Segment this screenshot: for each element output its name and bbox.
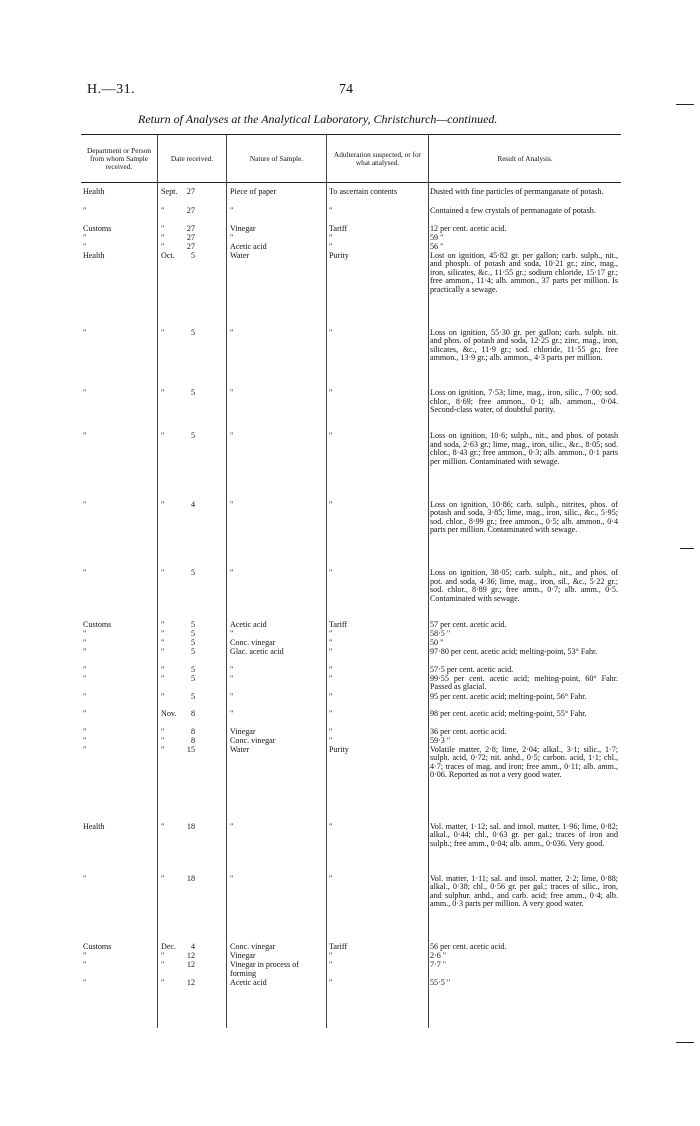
row-day: 8	[190, 727, 195, 736]
row-month: "	[161, 224, 165, 233]
row-month: "	[161, 242, 165, 251]
row-day: 5	[190, 432, 195, 441]
table-row	[81, 648, 621, 666]
row-month: "	[161, 500, 165, 509]
row-month: "	[161, 952, 165, 961]
row-department: Health	[83, 251, 105, 260]
table-row	[81, 630, 621, 639]
margin-mark	[680, 548, 694, 549]
row-month: "	[161, 692, 165, 701]
row-result: Volatile matter, 2·8; lime, 2·04; alkal., 3·1; silic., 1·7; sulph. acid, 0·72; nit. anhd., 0·5; carbon. acid, 1·1; chl., 4·7; traces of mag. and iron; free amm., 0·11; alb. amm., 0·06. Reported as not a very good water.	[430, 745, 618, 780]
row-day: 12	[186, 978, 195, 987]
row-day: 27	[186, 242, 195, 251]
row-nature: Acetic acid	[230, 978, 267, 987]
row-result: Vol. matter, 1·11; sal. and insol. matter, 2·2; lime, 0·88; alkal., 0·38; chl., 0·56 gr. per gal.; traces of silic., iron, and sulphur. anhd., and carb. acid; free amm., 0·4; alb. amm., 0·3 parts per million. A very good water.	[430, 874, 618, 909]
row-day: 5	[190, 389, 195, 398]
row-month: "	[161, 961, 165, 970]
row-adulteration: "	[329, 665, 333, 674]
row-result: 95 per cent. acetic acid; melting-point, 56° Fahr.	[430, 692, 587, 701]
row-nature: Vinegar in process of forming	[230, 961, 299, 978]
column-header-nature: Nature of Sample.	[249, 154, 304, 163]
row-result: 57·5 per cent. acetic acid.	[430, 665, 514, 674]
row-result: Loss on ignition, 10·6; sulph., nit., and phos. of potash and soda, 2·63 gr.; lime, mag., iron, silic., &c., 8·05; sod. chlor., 8·43 gr.; free ammon., 0·3; alb. ammon., 0·1 parts per million. Contaminated with sewage.	[430, 432, 618, 466]
column-header-date: Date received.	[170, 154, 214, 163]
table-row	[81, 961, 621, 979]
row-day: 5	[190, 692, 195, 701]
row-day: 5	[190, 630, 195, 639]
row-department: "	[83, 233, 87, 242]
row-result: 56 "	[430, 242, 444, 251]
row-adulteration: "	[329, 233, 333, 242]
row-adulteration: "	[329, 736, 333, 745]
table-row	[81, 952, 621, 961]
row-result: Loss on ignition, 55·30 gr. per gallon; carb. sulph. nit. and phos. of potash and soda, 12·25 gr.; zinc, mag., iron, silicates, &c., 11·9 gr.; sod. chloride, 11·55 gr.; free ammon., 13·9 gr.; alb. ammon., 4·3 parts per million.	[430, 328, 618, 363]
row-adulteration: "	[329, 961, 333, 970]
row-nature: "	[230, 630, 234, 639]
document-reference: H.—31.	[87, 82, 136, 97]
row-result: 99·55 per cent. acetic acid; melting-point, 60° Fahr. Passed as glacial.	[430, 674, 618, 692]
row-result: 36 per cent. acetic acid.	[430, 727, 507, 736]
row-nature: "	[230, 665, 234, 674]
page-header	[87, 82, 547, 100]
row-nature: "	[230, 432, 234, 441]
row-result: 56 per cent. acetic acid.	[430, 943, 507, 952]
table-row	[81, 943, 621, 952]
row-day: 4	[190, 943, 195, 952]
row-month: Oct.	[161, 251, 175, 260]
row-month: "	[161, 630, 165, 639]
row-month: "	[161, 207, 165, 215]
row-month: "	[161, 665, 165, 674]
row-department: "	[83, 874, 87, 883]
row-nature: Glac. acetic acid	[230, 648, 284, 657]
row-department: "	[83, 389, 87, 398]
table-row	[81, 389, 621, 432]
row-nature: "	[230, 500, 234, 509]
header-bottom-rule	[81, 182, 621, 183]
table-row	[81, 675, 621, 693]
row-day: 8	[190, 736, 195, 745]
row-month: "	[161, 874, 165, 883]
row-month: "	[161, 822, 165, 831]
row-department: "	[83, 639, 87, 648]
row-adulteration: "	[329, 207, 333, 215]
table-row	[81, 329, 621, 389]
row-month: Nov.	[161, 710, 177, 719]
row-adulteration: "	[329, 727, 333, 736]
row-nature: "	[230, 874, 234, 883]
table-row	[81, 621, 621, 630]
row-result: 50 "	[430, 639, 444, 648]
row-adulteration: "	[329, 822, 333, 831]
row-result: 97·80 per cent. acetic acid; melting-point, 53° Fahr.	[430, 648, 598, 657]
table-row	[81, 639, 621, 648]
row-department: "	[83, 710, 87, 719]
row-day: 5	[190, 665, 195, 674]
row-result: 59·3 "	[430, 736, 451, 745]
table-row	[81, 875, 621, 944]
row-department: "	[83, 692, 87, 701]
table-row	[81, 243, 621, 252]
table-top-rule	[81, 134, 621, 135]
row-result: Dusted with fine particles of permanganate of potash.	[430, 188, 604, 196]
table-row	[81, 501, 621, 570]
row-adulteration: Purity	[329, 745, 349, 754]
row-month: "	[161, 620, 165, 629]
row-adulteration: "	[329, 710, 333, 719]
column-header-department: Department or Person from whom Sample received.	[86, 146, 152, 171]
row-adulteration: "	[329, 242, 333, 251]
row-nature: "	[230, 233, 234, 242]
row-result: Vol. matter, 1·12; sal. and insol. matter, 1·96; lime, 0·82; alkal., 0·44; chl., 0·63 gr. per gal.; traces of iron and sulph.; free amm., 0·04; alb. amm., 0·036. Very good.	[430, 822, 618, 848]
row-adulteration: "	[329, 978, 333, 987]
row-day: 12	[186, 952, 195, 961]
row-nature: "	[230, 328, 234, 337]
row-day: 5	[190, 639, 195, 648]
column-header-adulteration: Adulteration suspected, or for what analysed.	[333, 150, 422, 167]
row-month: "	[161, 639, 165, 648]
row-day: 5	[190, 569, 195, 578]
row-department: "	[83, 952, 87, 961]
row-nature: Water	[230, 251, 250, 260]
row-department: "	[83, 978, 87, 987]
row-day: 27	[186, 207, 195, 215]
row-adulteration: "	[329, 692, 333, 701]
row-adulteration: "	[329, 328, 333, 337]
row-department: "	[83, 745, 87, 754]
row-department: Customs	[83, 620, 112, 629]
row-day: 5	[190, 648, 195, 657]
row-department: "	[83, 736, 87, 745]
table-row	[81, 225, 621, 234]
row-department: Customs	[83, 943, 112, 952]
row-month: "	[161, 648, 165, 657]
row-month: "	[161, 233, 165, 242]
row-department: Customs	[83, 224, 112, 233]
row-month: Dec.	[161, 943, 177, 952]
row-month: "	[161, 745, 165, 754]
row-nature: Conc. vinegar	[230, 639, 276, 648]
row-nature: "	[230, 569, 234, 578]
row-day: 5	[190, 674, 195, 683]
row-adulteration: "	[329, 874, 333, 883]
row-result: 59 "	[430, 233, 444, 242]
row-day: 15	[186, 745, 195, 754]
row-nature: Vinegar	[230, 952, 256, 961]
row-adulteration: Tariff	[329, 224, 348, 233]
table-row	[81, 252, 621, 329]
row-day: 4	[190, 500, 195, 509]
table-row	[81, 207, 621, 225]
row-adulteration: "	[329, 500, 333, 509]
table-row	[81, 234, 621, 243]
row-department: "	[83, 674, 87, 683]
row-result: 7·7 "	[430, 961, 447, 970]
row-day: 18	[186, 874, 195, 883]
table-row	[81, 569, 621, 621]
row-month: "	[161, 736, 165, 745]
row-result: Contained a few crystals of permanagate of potash.	[430, 207, 596, 215]
table-body	[81, 188, 621, 988]
table-row	[81, 746, 621, 823]
row-nature: Conc. vinegar	[230, 736, 276, 745]
row-department: "	[83, 665, 87, 674]
row-day: 27	[186, 233, 195, 242]
row-result: 58·5 "	[430, 630, 451, 639]
row-nature: Acetic acid	[230, 242, 267, 251]
row-month: "	[161, 978, 165, 987]
row-day: 27	[186, 188, 195, 196]
row-result: 57 per cent. acetic acid.	[430, 620, 507, 629]
page-number: 74	[339, 82, 353, 97]
table-row	[81, 823, 621, 875]
row-department: Health	[83, 822, 105, 831]
row-nature: "	[230, 674, 234, 683]
row-nature: "	[230, 389, 234, 398]
row-day: 5	[190, 620, 195, 629]
row-nature: Water	[230, 745, 250, 754]
row-department: "	[83, 961, 87, 970]
row-nature: "	[230, 710, 234, 719]
table-row	[81, 188, 621, 207]
row-result: 12 per cent. acetic acid.	[430, 224, 507, 233]
table-row	[81, 666, 621, 675]
row-adulteration: Tariff	[329, 943, 348, 952]
row-department: "	[83, 648, 87, 657]
row-nature: "	[230, 692, 234, 701]
row-adulteration: "	[329, 952, 333, 961]
row-result: Lost on ignition, 45·82 gr. per gallon; carb. sulph., nit., and phosph. of potash and soda, 10·21 gr.; zinc, mag., iron, silicates, &c., 11·55 gr.; sodium chloride, 15·17 gr.; free ammon., 11·4; alb. ammon., 37 parts per million. Is practically a sewage.	[430, 251, 618, 294]
row-day: 12	[186, 961, 195, 970]
row-adulteration: "	[329, 674, 333, 683]
row-department: "	[83, 630, 87, 639]
row-adulteration: "	[329, 389, 333, 398]
row-month: "	[161, 674, 165, 683]
row-nature: "	[230, 822, 234, 831]
row-nature: Conc. vinegar	[230, 943, 276, 952]
row-day: 5	[190, 251, 195, 260]
row-month: "	[161, 727, 165, 736]
table-row	[81, 432, 621, 501]
row-result: Loss on ignition, 7·53; lime, mag., iron, silic., 7·00; sod. chlor., 8·69; free ammon., 0·1; alb. ammon., 0·04. Second-class water, of doubtful purity.	[430, 389, 618, 415]
row-nature: Vinegar	[230, 224, 256, 233]
table-caption: Return of Analyses at the Analytical Laboratory, Christchurch—continued.	[138, 112, 498, 126]
row-adulteration: "	[329, 630, 333, 639]
margin-mark	[676, 104, 694, 105]
row-department: "	[83, 500, 87, 509]
row-department: Health	[83, 188, 105, 196]
column-header-result: Result of Analysis.	[497, 154, 553, 163]
row-department: "	[83, 207, 87, 215]
row-result: Loss on ignition, 38·05; carb. sulph., nit., and phos. of pot. and soda, 4·36; lime, mag., iron, sil., &c., 5·22 gr.; sod. chlor., 8·89 gr.; free amm., 0·7; alb. amm., 0·5. Contaminated with sewage.	[430, 569, 618, 603]
row-adulteration: Purity	[329, 251, 349, 260]
row-nature: "	[230, 207, 234, 215]
row-department: "	[83, 242, 87, 251]
row-adulteration: "	[329, 639, 333, 648]
row-department: "	[83, 727, 87, 736]
row-nature: Vinegar	[230, 727, 256, 736]
table-row	[81, 710, 621, 728]
margin-mark	[676, 1042, 694, 1043]
row-adulteration: "	[329, 432, 333, 441]
table-row	[81, 737, 621, 746]
row-department: "	[83, 569, 87, 578]
row-adulteration: Tariff	[329, 620, 348, 629]
row-result: 98 per cent. acetic acid; melting-point, 55° Fahr.	[430, 710, 587, 719]
row-month: Sept.	[161, 188, 178, 196]
row-month: "	[161, 328, 165, 337]
table-row	[81, 979, 621, 988]
row-month: "	[161, 389, 165, 398]
row-result: 55·5 "	[430, 978, 451, 987]
row-department: "	[83, 328, 87, 337]
table-row	[81, 728, 621, 737]
row-day: 18	[186, 822, 195, 831]
row-result: Loss on ignition, 10·86; carb. sulph., nitrites, phos. of potash and soda, 3·85; lime, mag., iron, silic., &c., 5·95; sod. chlor., 8·99 gr.; free ammon., 0·5; alb. ammon., 0·4 parts per million. Contaminated with sewage.	[430, 500, 618, 535]
row-day: 5	[190, 328, 195, 337]
row-month: "	[161, 432, 165, 441]
row-adulteration: "	[329, 569, 333, 578]
row-nature: Acetic acid	[230, 620, 267, 629]
row-department: "	[83, 432, 87, 441]
row-day: 8	[190, 710, 195, 719]
row-adulteration: "	[329, 648, 333, 657]
row-month: "	[161, 569, 165, 578]
row-day: 27	[186, 224, 195, 233]
row-adulteration: To ascertain contents	[329, 188, 398, 196]
row-result: 2·6 "	[430, 952, 447, 961]
row-nature: Piece of paper	[230, 188, 277, 196]
table-row	[81, 693, 621, 711]
